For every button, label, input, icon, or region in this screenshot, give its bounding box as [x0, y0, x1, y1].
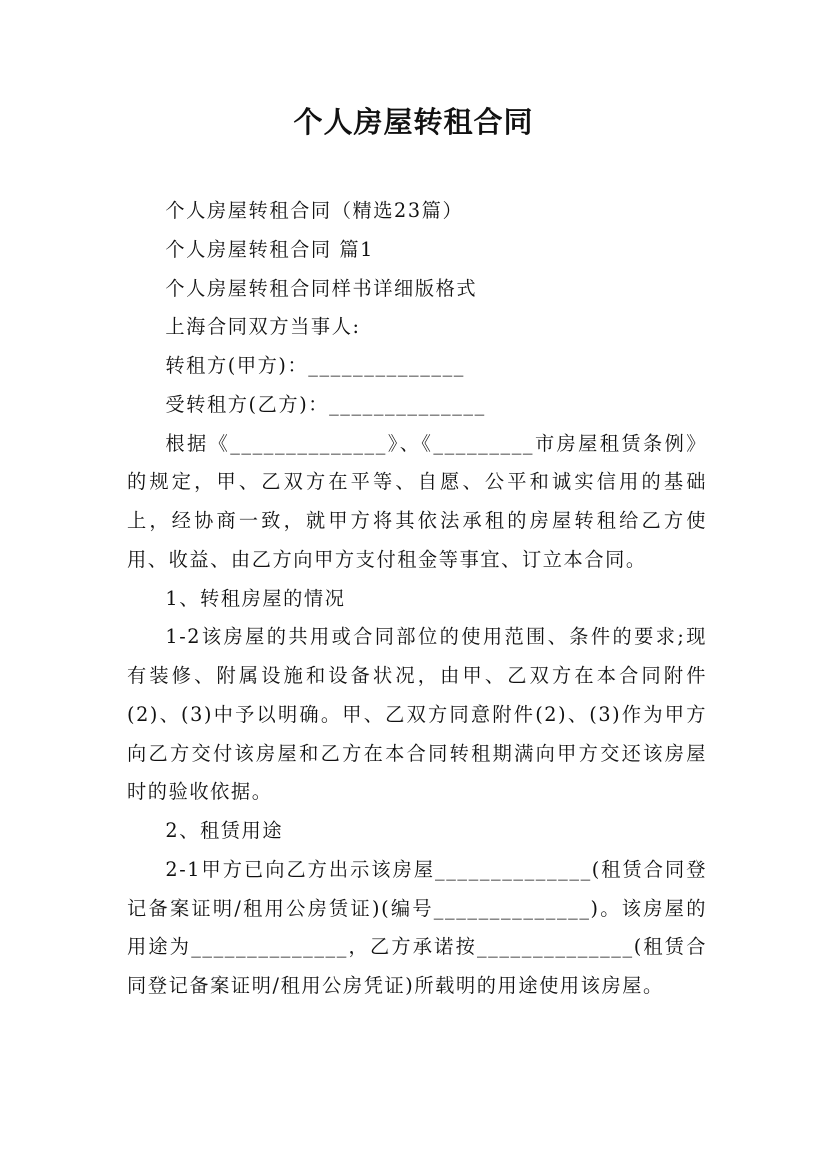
paragraph-clause-2-heading: 2、租赁用途	[165, 819, 284, 842]
paragraph-party-a: 转租方(甲方)：______________	[165, 354, 465, 377]
paragraph-format-note: 个人房屋转租合同样书详细版格式	[165, 276, 478, 300]
paragraph-clause-1-2: 1-2该房屋的共用或合同部位的使用范围、条件的要求;现有装修、附属设施和设备状况，由甲、乙双方在本合同附件(2)、(3)中予以明确。甲、乙双方同意附件(2)、(3)作为甲方向乙方交付该房屋和乙方在本合同转租期满向甲方交还该房屋时的验收依据。	[127, 625, 707, 804]
paragraph-clause-2-1: 2-1甲方已向乙方出示该房屋______________(租赁合同登记备案证明/租用公房赁证)(编号______________)。该房屋的用途为______________，乙方承诺按______________(租赁合同登记备案证明/租用公房凭证)所载明的用途使用该房屋。	[127, 857, 707, 997]
paragraph-party-b: 受转租方(乙方)：______________	[165, 392, 486, 416]
document-title: 个人房屋转租合同	[293, 105, 534, 139]
paragraph-clause-1-heading: 1、转租房屋的情况	[165, 586, 346, 610]
document-body	[127, 192, 707, 1006]
paragraph-parties-intro: 上海合同双方当事人:	[165, 315, 361, 339]
paragraph-section-heading: 个人房屋转租合同 篇1	[165, 237, 374, 261]
paragraph-preamble: 根据《______________》、《_________市房屋租赁条例》的规定，甲、乙双方在平等、自愿、公平和诚实信用的基础上，经协商一致，就甲方将其依法承租的房屋转租给乙方使用、收益、由乙方向甲方支付租金等事宜、订立本合同。	[127, 431, 707, 571]
paragraph-subtitle: 个人房屋转租合同（精选23篇）	[165, 199, 464, 222]
